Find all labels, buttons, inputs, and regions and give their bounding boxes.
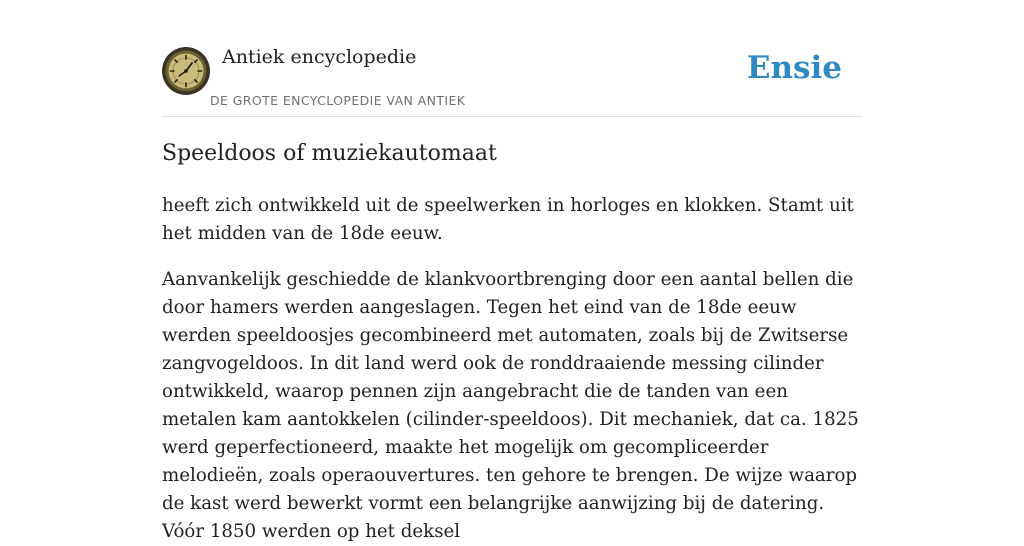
- clock-face-icon[interactable]: [162, 47, 210, 95]
- site-title[interactable]: Antiek encyclopedie: [222, 46, 417, 68]
- article: [162, 138, 864, 546]
- site-subtitle: DE GROTE ENCYCLOPEDIE VAN ANTIEK: [210, 93, 466, 108]
- article-title: Speeldoos of muziekautomaat: [162, 141, 497, 166]
- article-paragraph: Aanvankelijk geschiedde de klankvoortbrenging door een aantal bellen die door hamers werden aangeslagen. Tegen het eind van de 18de eeuw werden speeldoosjes gecombineerd met automaten, zoals bij de Zwitserse zangvogeldoos. In dit land werd ook de ronddraaiende messing cilinder ontwikkeld, waarop pennen zijn aangebracht die de tanden van een metalen kam aantokkelen (cilinder-speeldoos). Dit mechaniek, dat ca. 1825 werd geperfectioneerd, maakte het mogelijk om gecompliceerder melodieën, zoals operaouvertures. ten gehore te brengen. De wijze waarop de kast werd bewerkt vormt een belangrijke aanwijzing bij de datering. Vóór 1850 werden op het deksel: [162, 269, 859, 542]
- site-header: [162, 0, 862, 117]
- ensie-logo-link[interactable]: Ensie: [746, 50, 842, 86]
- article-paragraph: heeft zich ontwikkeld uit de speelwerken in horloges en klokken. Stamt uit het midden van de 18de eeuw.: [162, 195, 854, 244]
